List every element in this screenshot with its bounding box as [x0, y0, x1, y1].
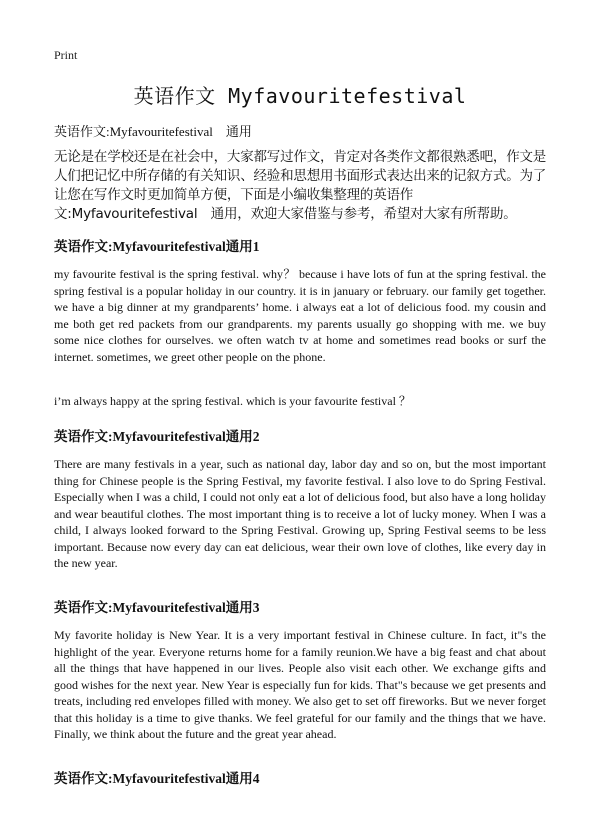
document-subtitle: 英语作文:Myfavouritefestival 通用: [54, 124, 252, 139]
section-2-paragraph-1: There are many festivals in a year, such as national day, labor day and so on, but the most important thing for Chinese people is the Spring Festival, my favorite festival. I also love to do Spring Festival. Especially when I was a child, I could not only eat a lot of delicious food, but also have a long holiday and wear beautiful clothes. The most important thing is to receive a lot of lucky money. When I was a child, I always looked forward to the Spring Festival. Growing up, Spring Festival seems to be less important. Because now every day can eat delicious, wear their own love of clothes, like every day in the new year.: [54, 457, 546, 570]
section-1-paragraph-2: i’m always happy at the spring festival. which is your favourite festival ？: [54, 394, 411, 408]
section-heading-1: 英语作文:Myfavouritefestival通用1: [54, 239, 260, 254]
section-heading-2: 英语作文:Myfavouritefestival通用2: [54, 429, 260, 444]
section-heading-4: 英语作文:Myfavouritefestival通用4: [54, 771, 260, 786]
section-heading-3: 英语作文:Myfavouritefestival通用3: [54, 600, 260, 615]
intro-paragraph: 无论是在学校还是在社会中，大家都写过作文，肯定对各类作文都很熟悉吧，作文是人们把记忆中所存储的有关知识、经验和思想用书面形式表达出来的记叙方式。为了让您在写作文时更加简单方便，下面是小编收集整理的英语作文:Myfavouritefestival 通用，欢迎大家借鉴与参考，希望对大家有所帮助。: [54, 149, 547, 222]
document-title: 英语作文 Myfavouritefestival: [133, 84, 467, 108]
section-1-paragraph-1: my favourite festival is the spring festival. why？ because i have lots of fun at the spring festival. the spring festival is a popular holiday in our country. it is in january or february. our family get together. we have a big dinner at my grandparents’ home. i always eat a lot of delicious food. my cousin and me both get red packets from our grandparents. my parents usually go shopping with me. we buy some nice clothes for ourselves. we often watch tv at home and sometimes read books or surf the internet. sometimes, we greet other people on the phone.: [54, 267, 546, 364]
print-link[interactable]: Print: [54, 48, 78, 62]
section-3-paragraph-1: My favorite holiday is New Year. It is a very important festival in Chinese culture. In fact, it"s the highlight of the year. Everyone returns home for a family reunion.We have a big feast and chat about all the things that have happened in our lives. People also visit each other. We exchange gifts and good wishes for the next year. New Year is especially fun for kids. That"s because we get presents and treats, including red envelopes filled with money. We also get to set off fireworks. But we never forget that this holiday is a time to give thanks. We feel grateful for our family and the things that we have. Finally, we think about the future and the great year ahead.: [54, 628, 546, 741]
